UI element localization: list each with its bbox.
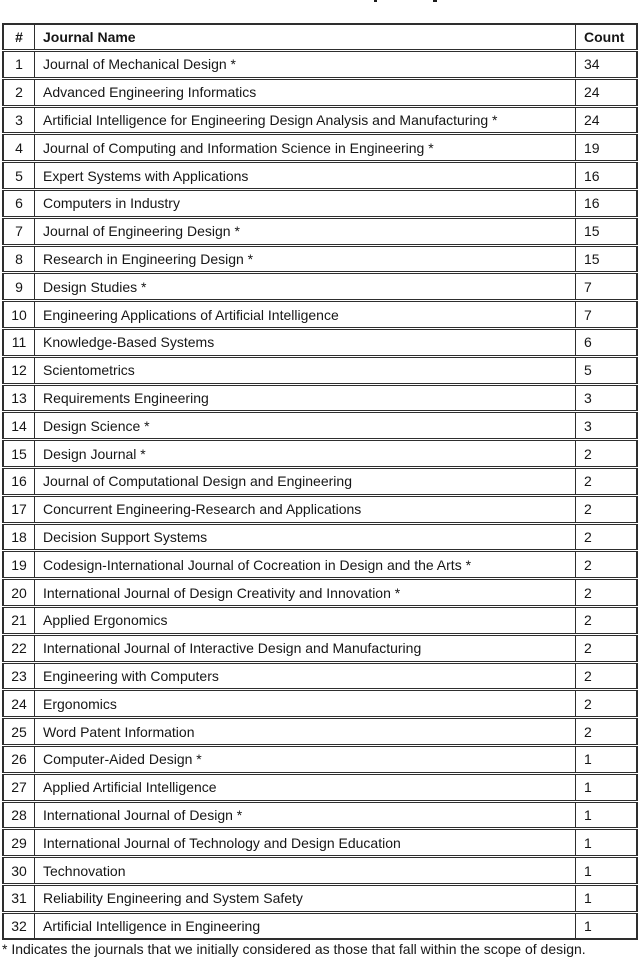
table-row [2, 412, 638, 439]
row-rank-cell: 9 [2, 273, 35, 300]
row-rank-cell: 3 [2, 107, 35, 134]
column-header-rank: # [2, 23, 35, 50]
row-count-cell: 1 [576, 857, 638, 884]
row-rank-cell: 29 [2, 829, 35, 856]
table-row [2, 107, 638, 134]
row-count-cell: 2 [576, 496, 638, 523]
table-row [2, 496, 638, 523]
row-count-cell: 34 [576, 51, 638, 78]
row-rank-cell: 8 [2, 246, 35, 273]
row-rank-cell: 7 [2, 218, 35, 245]
row-rank-cell: 17 [2, 496, 35, 523]
row-count-cell: 19 [576, 134, 638, 161]
row-count-cell: 1 [576, 774, 638, 801]
row-journal-name-cell: Artificial Intelligence in Engineering [35, 913, 576, 940]
row-rank-cell: 21 [2, 607, 35, 634]
row-journal-name-cell: Journal of Engineering Design * [35, 218, 576, 245]
row-count-cell: 5 [576, 357, 638, 384]
row-journal-name-cell: International Journal of Interactive Design and Manufacturing [35, 635, 576, 662]
row-journal-name-cell: Expert Systems with Applications [35, 162, 576, 189]
row-count-cell: 6 [576, 329, 638, 356]
row-rank-cell: 28 [2, 802, 35, 829]
table-row [2, 218, 638, 245]
row-count-cell: 1 [576, 913, 638, 940]
table-row [2, 357, 638, 384]
row-count-cell: 1 [576, 885, 638, 912]
row-rank-cell: 11 [2, 329, 35, 356]
row-rank-cell: 15 [2, 440, 35, 467]
table-row [2, 273, 638, 300]
row-count-cell: 2 [576, 551, 638, 578]
row-rank-cell: 1 [2, 51, 35, 78]
row-rank-cell: 6 [2, 190, 35, 217]
table-row [2, 913, 638, 940]
row-count-cell: 24 [576, 107, 638, 134]
row-journal-name-cell: Applied Ergonomics [35, 607, 576, 634]
row-count-cell: 24 [576, 79, 638, 106]
row-journal-name-cell: Technovation [35, 857, 576, 884]
table-row [2, 774, 638, 801]
table-row [2, 718, 638, 745]
row-rank-cell: 26 [2, 746, 35, 773]
row-rank-cell: 19 [2, 551, 35, 578]
row-journal-name-cell: International Journal of Design * [35, 802, 576, 829]
table-row [2, 551, 638, 578]
row-journal-name-cell: Applied Artificial Intelligence [35, 774, 576, 801]
row-count-cell: 16 [576, 190, 638, 217]
journal-count-table [2, 22, 638, 941]
row-count-cell: 2 [576, 635, 638, 662]
row-journal-name-cell: Journal of Computational Design and Engineering [35, 468, 576, 495]
row-rank-cell: 32 [2, 913, 35, 940]
row-journal-name-cell: Research in Engineering Design * [35, 246, 576, 273]
table-row [2, 690, 638, 717]
cropped-caption-descender-mark [374, 0, 377, 2]
row-count-cell: 1 [576, 802, 638, 829]
row-count-cell: 2 [576, 663, 638, 690]
row-rank-cell: 12 [2, 357, 35, 384]
row-journal-name-cell: Design Studies * [35, 273, 576, 300]
table-row [2, 802, 638, 829]
row-journal-name-cell: Computer-Aided Design * [35, 746, 576, 773]
row-journal-name-cell: Design Science * [35, 412, 576, 439]
row-rank-cell: 5 [2, 162, 35, 189]
table-row [2, 468, 638, 495]
column-header-count: Count [576, 23, 638, 50]
table-row [2, 440, 638, 467]
row-rank-cell: 13 [2, 385, 35, 412]
row-count-cell: 2 [576, 524, 638, 551]
row-journal-name-cell: Journal of Mechanical Design * [35, 51, 576, 78]
table-row [2, 663, 638, 690]
row-count-cell: 2 [576, 718, 638, 745]
row-count-cell: 2 [576, 690, 638, 717]
row-rank-cell: 18 [2, 524, 35, 551]
row-journal-name-cell: Computers in Industry [35, 190, 576, 217]
table-row [2, 579, 638, 606]
row-journal-name-cell: Requirements Engineering [35, 385, 576, 412]
row-journal-name-cell: International Journal of Technology and Design Education [35, 829, 576, 856]
row-count-cell: 1 [576, 829, 638, 856]
table-row [2, 829, 638, 856]
row-rank-cell: 25 [2, 718, 35, 745]
row-rank-cell: 22 [2, 635, 35, 662]
row-journal-name-cell: Engineering Applications of Artificial Intelligence [35, 301, 576, 328]
row-count-cell: 7 [576, 273, 638, 300]
row-count-cell: 3 [576, 412, 638, 439]
row-journal-name-cell: Advanced Engineering Informatics [35, 79, 576, 106]
table-row [2, 607, 638, 634]
row-rank-cell: 14 [2, 412, 35, 439]
row-journal-name-cell: Design Journal * [35, 440, 576, 467]
row-journal-name-cell: International Journal of Design Creativity and Innovation * [35, 579, 576, 606]
row-journal-name-cell: Ergonomics [35, 690, 576, 717]
row-journal-name-cell: Knowledge-Based Systems [35, 329, 576, 356]
row-count-cell: 3 [576, 385, 638, 412]
table-row [2, 746, 638, 773]
row-count-cell: 7 [576, 301, 638, 328]
row-journal-name-cell: Reliability Engineering and System Safety [35, 885, 576, 912]
row-journal-name-cell: Concurrent Engineering-Research and Applications [35, 496, 576, 523]
row-rank-cell: 16 [2, 468, 35, 495]
table-row [2, 134, 638, 161]
row-rank-cell: 24 [2, 690, 35, 717]
row-journal-name-cell: Word Patent Information [35, 718, 576, 745]
row-count-cell: 2 [576, 579, 638, 606]
row-count-cell: 15 [576, 218, 638, 245]
row-count-cell: 2 [576, 440, 638, 467]
row-rank-cell: 10 [2, 301, 35, 328]
table-row [2, 857, 638, 884]
row-rank-cell: 27 [2, 774, 35, 801]
table-row [2, 246, 638, 273]
row-count-cell: 15 [576, 246, 638, 273]
row-count-cell: 1 [576, 746, 638, 773]
table-row [2, 51, 638, 78]
row-rank-cell: 30 [2, 857, 35, 884]
table-body [2, 51, 638, 940]
row-journal-name-cell: Journal of Computing and Information Science in Engineering * [35, 134, 576, 161]
column-header-journal: Journal Name [35, 23, 576, 50]
row-rank-cell: 31 [2, 885, 35, 912]
table-row [2, 385, 638, 412]
row-journal-name-cell: Codesign-International Journal of Cocreation in Design and the Arts * [35, 551, 576, 578]
table-row [2, 885, 638, 912]
cropped-caption-descender-mark [433, 0, 437, 2]
row-rank-cell: 2 [2, 79, 35, 106]
table-row [2, 190, 638, 217]
table-header-row [2, 23, 638, 50]
table-row [2, 635, 638, 662]
table-footnote: * Indicates the journals that we initially considered as those that fall within the scope of design. [2, 941, 586, 957]
row-rank-cell: 20 [2, 579, 35, 606]
row-journal-name-cell: Scientometrics [35, 357, 576, 384]
row-rank-cell: 23 [2, 663, 35, 690]
table-row [2, 524, 638, 551]
row-count-cell: 2 [576, 468, 638, 495]
table-row [2, 329, 638, 356]
row-journal-name-cell: Artificial Intelligence for Engineering Design Analysis and Manufacturing * [35, 107, 576, 134]
row-rank-cell: 4 [2, 134, 35, 161]
row-journal-name-cell: Engineering with Computers [35, 663, 576, 690]
row-count-cell: 16 [576, 162, 638, 189]
row-count-cell: 2 [576, 607, 638, 634]
table-row [2, 162, 638, 189]
table-row [2, 79, 638, 106]
table-row [2, 301, 638, 328]
row-journal-name-cell: Decision Support Systems [35, 524, 576, 551]
